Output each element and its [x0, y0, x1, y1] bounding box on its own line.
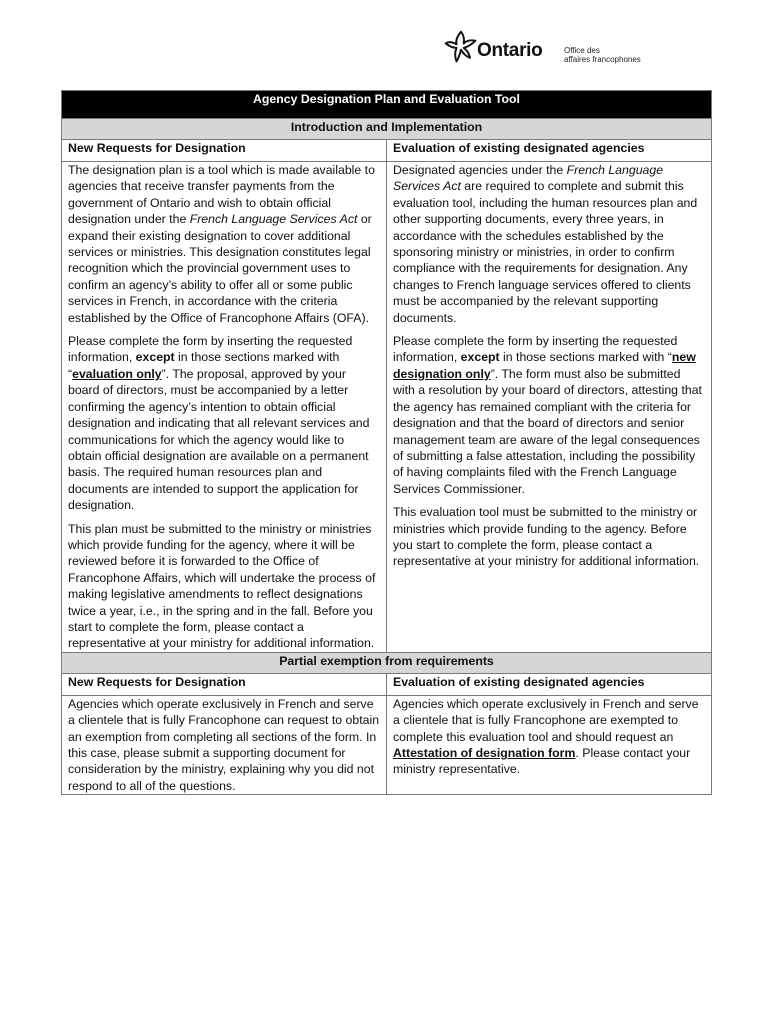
office-name: Office des affaires francophones	[564, 46, 641, 64]
new-designation-only-link[interactable]: new designation only	[393, 350, 696, 381]
ontario-logo	[443, 26, 641, 68]
designation-table	[61, 90, 712, 795]
exemption-evaluation-cell	[387, 695, 712, 794]
paragraph: The designation plan is a tool which is made available to agencies that receive transfer payments from the government of Ontario and wish to obtain official designation under the French Language Services Act or expand their existing designation to cover additional services or ministries. This designation constitutes legal recognition which the provincial government uses to confirm an agency’s ability to offer all or some public services in French, in accordance with the criteria established by the Office of Francophone Affairs (OFA).	[68, 163, 375, 325]
column-header-evaluation: Evaluation of existing designated agencies	[387, 140, 712, 162]
column-header-evaluation: Evaluation of existing designated agencies	[387, 673, 712, 695]
intro-evaluation-cell	[387, 162, 712, 653]
table-row	[62, 695, 712, 794]
paragraph: Please complete the form by inserting the requested information, except in those sections marked with “new designation only”. The form must also be submitted with a resolution by your board of directors, attesting that the agency has remained compliant with the criteria for designation and that the board of directors and senior management team are aware of the legal consequences of submitting a false attestation, including the possibility of having complaints filed with the French Language Services Commissioner.	[393, 334, 702, 496]
exemption-new-requests-cell	[62, 695, 387, 794]
column-header-row	[62, 140, 712, 162]
paragraph: Agencies which operate exclusively in French and serve a clientele that is fully Francophone are exempted to complete this evaluation tool and should request an Attestation of designation form. Please contact your ministry representative.	[393, 696, 699, 777]
attestation-form-link[interactable]: Attestation of designation form	[393, 746, 576, 760]
paragraph: Designated agencies under the French Language Services Act are required to complete and submit this evaluation tool, including the human resources plan and other supporting documents, every three years, in accordance with the schedules established by the sponsoring ministry or ministries, in order to confirm compliance with the requirements for designation. Any changes to French language services offered to clients must be accompanied by the relevant supporting documents.	[393, 163, 698, 325]
brand-name: Ontario	[477, 40, 543, 61]
evaluation-only-link[interactable]: evaluation only	[72, 366, 162, 381]
title-row	[62, 91, 712, 119]
column-header-new-requests: New Requests for Designation	[62, 673, 387, 695]
section-heading-introduction: Introduction and Implementation	[62, 119, 712, 140]
paragraph: This evaluation tool must be submitted to the ministry or ministries which provide funding to the agency. Before you start to complete the form, please contact a representative at your ministry for additional information.	[393, 505, 700, 569]
section-heading-exemption: Partial exemption from requirements	[62, 652, 712, 673]
intro-new-requests-cell	[62, 162, 387, 653]
section-row	[62, 652, 712, 673]
column-header-new-requests: New Requests for Designation	[62, 140, 387, 162]
table-row	[62, 162, 712, 653]
paragraph: Agencies which operate exclusively in French and serve a clientele that is fully Francophone can request to obtain an exemption from completing all sections of the form. In this case, please submit a supporting document for consideration by the ministry, explaining why you did not respond to all of the questions.	[68, 696, 380, 793]
column-header-row	[62, 673, 712, 695]
trillium-icon	[443, 29, 479, 65]
section-row	[62, 119, 712, 140]
paragraph: This plan must be submitted to the ministry or ministries which provide funding for the agency, where it will be reviewed before it is forwarded to the Office of Francophone Affairs, which will undertake the process of making legislative amendments to reflect designations twice a year, i.e., in the spring and in the fall. Before you start to complete the form, please contact a representative at your ministry for additional information.	[68, 521, 376, 651]
paragraph: Please complete the form by inserting the requested information, except in those sections marked with “evaluation only”. The proposal, approved by your board of directors, must be accompanied by a letter confirming the agency’s intention to obtain official designation and indicating that all relevant services and communications for which the agency would like to obtain official designation are available on a permanent basis. The required human resources plan and documents are intended to support the application for designation.	[68, 334, 370, 513]
table-title: Agency Designation Plan and Evaluation Tool	[62, 91, 712, 119]
